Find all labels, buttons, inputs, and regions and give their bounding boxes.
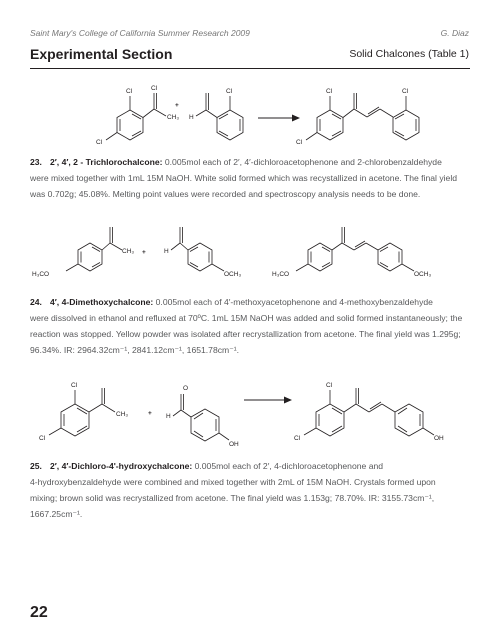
entry-text: 0.005mol each of 4′-methoxyacetophenone and 4-methoxybenzaldehyde	[153, 297, 433, 307]
atom-label: CH₃	[122, 248, 135, 255]
atom-label: CH₃	[167, 114, 180, 121]
atom-label: Cl	[326, 382, 333, 389]
running-header-institution: Saint Mary's College of California Summer Research 2009	[30, 28, 250, 38]
section-subtitle: Solid Chalcones (Table 1)	[349, 48, 469, 60]
atom-label: CH₃	[116, 411, 129, 418]
entry-23	[30, 154, 472, 202]
compound-name: 2′, 4′-Dichloro-4'-hydroxychalcone:	[49, 461, 193, 471]
atom-label: Cl	[96, 139, 103, 146]
reaction-scheme-25	[30, 374, 470, 454]
entry-25	[30, 458, 472, 522]
section-title: Experimental Section	[30, 46, 173, 62]
atom-label: Cl	[39, 435, 46, 442]
plus-sign: +	[148, 410, 152, 417]
plus-sign: +	[142, 249, 146, 256]
running-header-author: G. Diaz	[440, 28, 469, 38]
structure-drawing	[30, 374, 470, 454]
page-number: 22	[30, 604, 48, 621]
atom-label: OCH₃	[414, 271, 432, 278]
entry-text: 4-hydroxybenzaldehyde were combined and mixed together with 2mL of 15M NaOH. Crystals formed upon	[30, 477, 436, 487]
entry-24	[30, 294, 472, 358]
entry-number: 24.	[30, 297, 42, 307]
atom-label: H₃CO	[32, 271, 50, 278]
structure-drawing	[30, 80, 470, 160]
entry-text: 0.005mol each of 2′, 4′-dichloroacetophenone and 2-chlorobenzaldehyde	[162, 157, 442, 167]
atom-label: H	[164, 248, 169, 255]
entry-text: 96.34%. IR: 2964.32cm⁻¹, 2841.12cm⁻¹, 1651.78cm⁻¹.	[30, 345, 239, 355]
compound-name: 4′, 4-Dimethoxychalcone:	[49, 297, 154, 307]
entry-text: was 0.702g; 45.08%. Melting point values were recorded and spectroscopy analysis needs to be done.	[30, 189, 421, 199]
atom-label: OCH₃	[224, 271, 242, 278]
atom-label: Cl	[296, 139, 303, 146]
atom-label: H	[189, 114, 194, 121]
plus-sign: +	[175, 102, 179, 109]
header-rule	[30, 68, 470, 69]
atom-label: Cl	[151, 85, 158, 92]
structure-drawing	[30, 218, 470, 278]
entry-text: 0.005mol each of 2′, 4-dichloroacetophenone and	[192, 461, 384, 471]
entry-text: were dissolved in ethanol and refluxed at 70ºC. 1mL 15M NaOH was added and solid formed instantaneously; the	[30, 313, 463, 323]
compound-name: 2′, 4′, 2 - Trichlorochalcone:	[49, 157, 163, 167]
entry-number: 23.	[30, 157, 42, 167]
entry-number: 25.	[30, 461, 42, 471]
atom-label: Cl	[294, 435, 301, 442]
atom-label: H	[166, 413, 171, 420]
atom-label: Cl	[71, 382, 78, 389]
atom-label: Cl	[326, 88, 333, 95]
entry-text: were mixed together with 1mL 15M NaOH. White solid formed which was recystallized in acetone. The final yield	[30, 173, 458, 183]
atom-label: Cl	[226, 88, 233, 95]
atom-label: H₃CO	[272, 271, 290, 278]
atom-label: O	[183, 385, 189, 392]
atom-label: OH	[229, 441, 239, 448]
atom-label: Cl	[126, 88, 133, 95]
atom-label: Cl	[402, 88, 409, 95]
entry-text: reaction was stopped. Yellow powder was isolated after recrystallization from acetone. The final yield was 1.295g;	[30, 329, 461, 339]
entry-text: mixing; brown solid was recrystallized from acetone. The final yield was 1.153g; 78.70%. IR: 3155.73cm⁻¹,	[30, 493, 435, 503]
atom-label: OH	[434, 435, 444, 442]
reaction-scheme-23	[30, 80, 470, 160]
entry-text: 1667.25cm⁻¹.	[30, 509, 83, 519]
reaction-scheme-24	[30, 218, 470, 278]
